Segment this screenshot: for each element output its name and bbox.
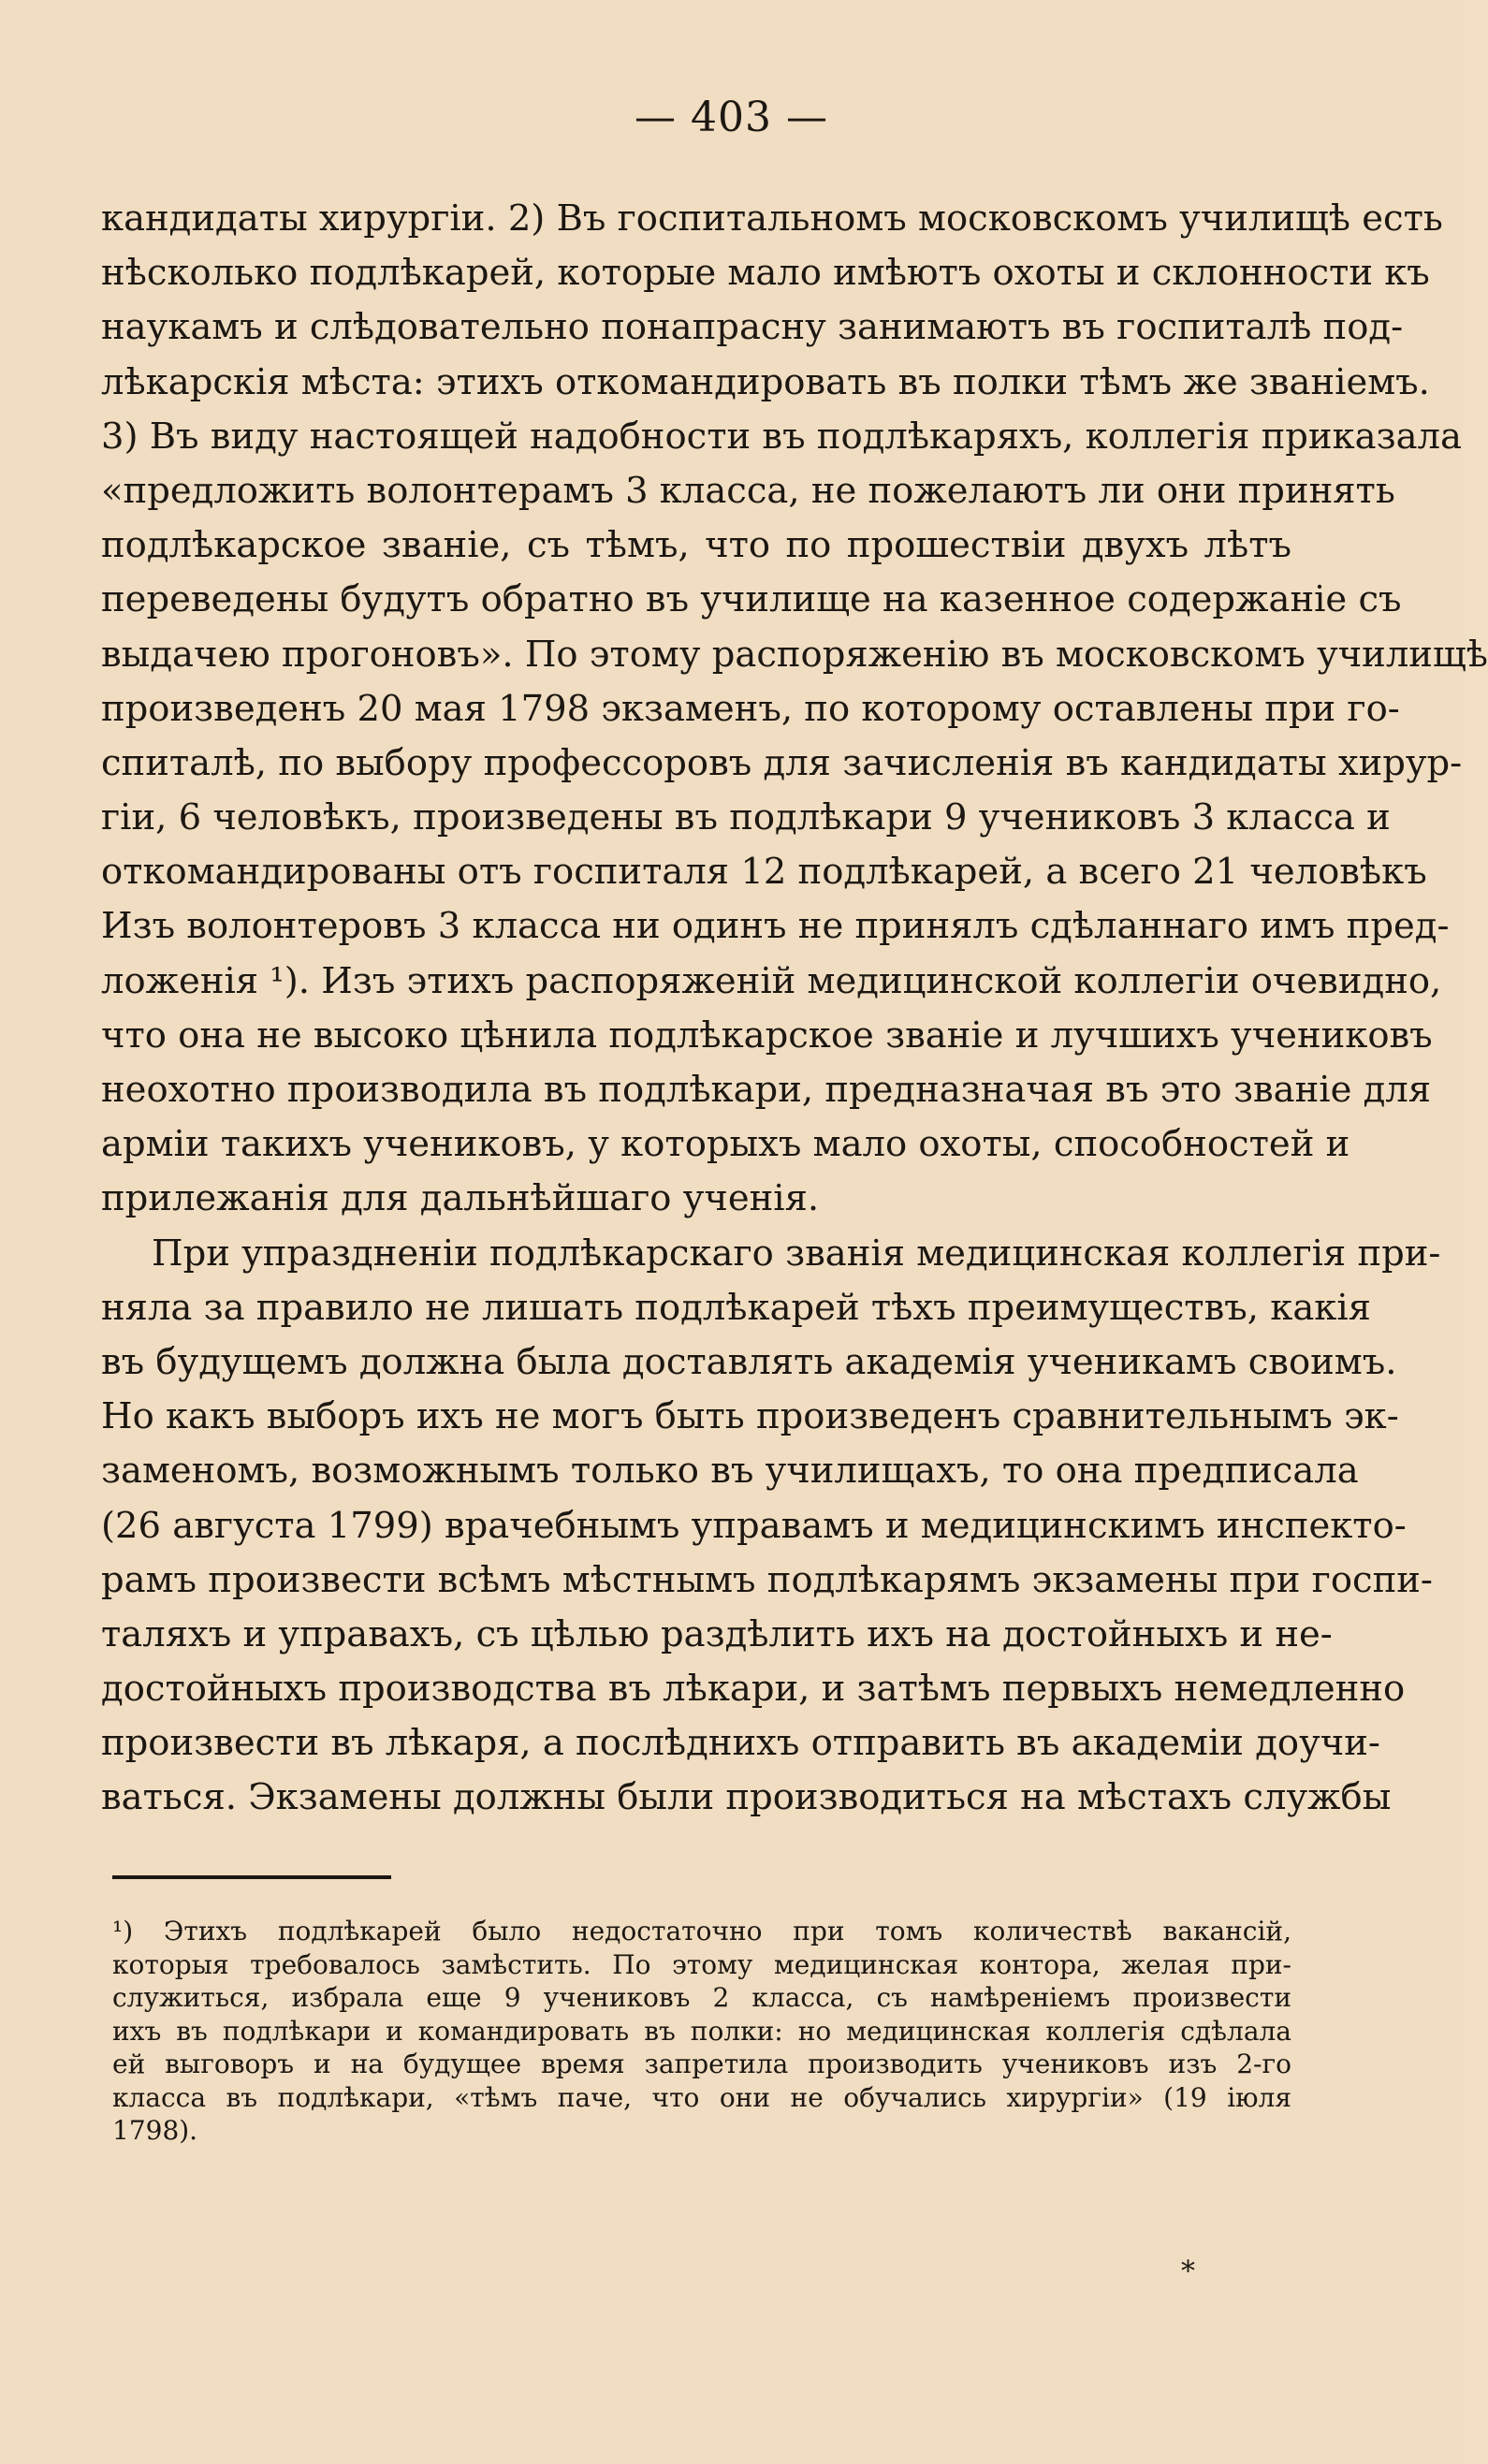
text-line: гіи, 6 человѣкъ, произведены въ подлѣкари 9 учениковъ 3 класса и — [101, 796, 1391, 839]
text-line: достойныхъ производства въ лѣкари, и затѣмъ первыхъ немедленно — [101, 1668, 1406, 1711]
text-line: заменомъ, возможнымъ только въ училищахъ, то она предписала — [101, 1450, 1359, 1493]
text-line: выдачею прогоновъ». По этому распоряженію въ московскомъ училищѣ — [101, 633, 1488, 676]
text-line: лѣкарскія мѣста: этихъ откомандировать въ полки тѣмъ же званіемъ. — [101, 360, 1430, 403]
signature-mark: * — [1181, 2255, 1195, 2288]
text-line: прилежанія для дальнѣйшаго ученія. — [101, 1177, 820, 1220]
footnote-line: ей выговоръ и на будущее время запретила производить учениковъ изъ 2-го — [112, 2048, 1291, 2079]
text-line: что она не высоко цѣнила подлѣкарское званіе и лучшихъ учениковъ — [101, 1013, 1433, 1057]
footnote-line: ихъ въ подлѣкари и командировать въ полки: но медицинская коллегія сдѣлала — [112, 2015, 1291, 2047]
text-line: таляхъ и управахъ, съ цѣлью раздѣлить ихъ на достойныхъ и не- — [101, 1612, 1333, 1655]
text-line: Но какъ выборъ ихъ не могъ быть произведенъ сравнительнымъ эк- — [101, 1395, 1399, 1438]
text-line: арміи такихъ учениковъ, у которыхъ мало охоты, способностей и — [101, 1123, 1350, 1166]
footnote — [112, 1915, 1291, 2148]
footnote-divider — [112, 1875, 391, 1879]
text-line: спиталѣ, по выбору профессоровъ для зачисленія въ кандидаты хирур- — [101, 741, 1463, 784]
text-line: ложенія ¹). Изъ этихъ распоряженій медицинской коллегіи очевидно, — [101, 959, 1442, 1002]
text-line: наукамъ и слѣдовательно понапрасну занимаютъ въ госпиталѣ под- — [101, 306, 1404, 349]
footnote-line: класса въ подлѣкари, «тѣмъ паче, что они не обучались хирургіи» (19 іюля — [112, 2081, 1291, 2113]
footnote-line: которыя требовалось замѣстить. По этому медицинская контора, желая при- — [112, 1948, 1291, 1980]
text-line: При упраздненіи подлѣкарскаго званія медицинская коллегія при- — [152, 1232, 1441, 1275]
footnote-line: служиться, избрала еще 9 учениковъ 2 класса, съ намѣреніемъ произвести — [112, 1982, 1291, 2013]
text-line: подлѣкарское званіе, съ тѣмъ, что по прошествіи двухъ лѣтъ — [101, 524, 1291, 567]
text-line: произведенъ 20 мая 1798 экзаменъ, по которому оставлены при го- — [101, 687, 1400, 730]
text-line: (26 августа 1799) врачебнымъ управамъ и медицинскимъ инспекто- — [101, 1504, 1407, 1547]
footnote-line: 1798). — [112, 2115, 198, 2146]
text-line: рамъ произвести всѣмъ мѣстнымъ подлѣкарямъ экзамены при госпи- — [101, 1558, 1433, 1601]
main-text — [101, 192, 1488, 1826]
text-line: няла за правило не лишать подлѣкарей тѣхъ преимуществъ, какія — [101, 1286, 1371, 1329]
footnote-line: ¹) Этихъ подлѣкарей было недостаточно при томъ количествѣ вакансій, — [112, 1916, 1291, 1946]
text-line: Изъ волонтеровъ 3 класса ни одинъ не принялъ сдѣланнаго имъ пред- — [101, 905, 1450, 948]
text-line: неохотно производила въ подлѣкари, предназначая въ это званіе для — [101, 1069, 1432, 1111]
text-line: 3) Въ виду настоящей надобности въ подлѣкаряхъ, коллегія приказала — [101, 415, 1462, 458]
text-line: кандидаты хирургіи. 2) Въ госпитальномъ московскомъ училищѣ есть — [101, 197, 1443, 240]
text-line: откомандированы отъ госпиталя 12 подлѣкарей, а всего 21 человѣкъ — [101, 851, 1427, 894]
page-number: — 403 — — [635, 94, 828, 141]
text-line: произвести въ лѣкаря, а послѣднихъ отправить въ академіи доучи- — [101, 1722, 1380, 1765]
text-line: переведены будутъ обратно въ училище на казенное содержаніе съ — [101, 578, 1402, 621]
text-line: «предложить волонтерамъ 3 класса, не пожелаютъ ли они принять — [101, 469, 1395, 512]
text-line: ваться. Экзамены должны были производиться на мѣстахъ службы — [101, 1776, 1392, 1819]
text-line: нѣсколько подлѣкарей, которые мало имѣютъ охоты и склонности къ — [101, 252, 1430, 295]
text-line: въ будущемъ должна была доставлять академія ученикамъ своимъ. — [101, 1340, 1397, 1383]
